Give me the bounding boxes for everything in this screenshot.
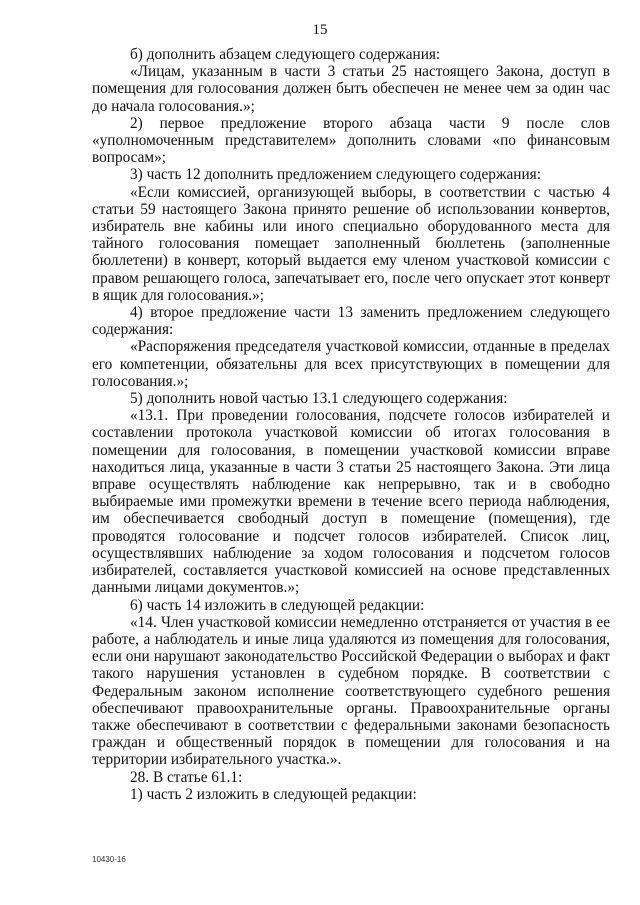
document-body: [92, 46, 610, 803]
paragraph: 28. В статье 61.1:: [130, 768, 243, 786]
paragraph: 5) дополнить новой частью 13.1 следующего содержания:: [130, 390, 508, 408]
paragraph: «Распоряжения председателя участковой комиссии, отданные в пределах его компетенции, обязательны для всех присутствующих в помещении для голосования.»;: [92, 338, 610, 390]
paragraph: 4) второе предложение части 13 заменить предложением следующего содержания:: [92, 304, 610, 339]
paragraph: б) дополнить абзацем следующего содержания:: [130, 46, 441, 63]
paragraph: «Если комиссией, организующей выборы, в соответствии с частью 4 статьи 59 настоящего Закона принято решение об использовании конвертов, избиратель вне кабины или иного специально оборудованного места для тайного голосования помещает заполненный бюллетень (заполненные бюллетени) в конверт, который выдается ему членом участковой комиссии с правом решающего голоса, запечатывает его, после чего опускает этот конверт в ящик для голосования.»;: [92, 183, 610, 304]
page-number: 15: [312, 22, 328, 38]
paragraph: 2) первое предложение второго абзаца части 9 после слов «уполномоченным представителем» дополнить словами «по финансовым вопросам»;: [92, 114, 610, 167]
paragraph: 3) часть 12 дополнить предложением следующего содержания:: [130, 166, 541, 184]
paragraph: «14. Член участковой комиссии немедленно отстраняется от участия в ее работе, а наблюдатель и иные лица удаляются из помещения для голосования, если они нарушают законодательство Российской Федерации о выборах и факт такого нарушения установлен в судебном порядке. В соответствии с Федеральным законом исполнение соответствующего судебного решения обеспечивают правоохранительные органы. Правоохранительные органы также обеспечивают в соответствии с федеральными законами безопасность граждан и общественный порядок в помещении для голосования и на территории избирательного участка.».: [92, 613, 610, 769]
paragraph: «13.1. При проведении голосования, подсчете голосов избирателей и составлении протокола участковой комиссии об итогах голосования в помещении для голосования, в помещении участковой комиссии вправе находиться лица, указанные в части 3 статьи 25 настоящего Закона. Эти лица вправе осуществлять наблюдение как непрерывно, так и в свободно выбираемые ими промежутки времени в течение всего периода наблюдения, им обеспечивается свободный доступ в помещение (помещения), где проводятся голосование и подсчет голосов избирателей. Список лиц, осуществлявших наблюдение за ходом голосования и подсчетом голосов избирателей, составляется участковой комиссией на основе представленных данными лицами документов.»;: [92, 407, 610, 597]
paragraph: 6) часть 14 изложить в следующей редакции:: [130, 596, 425, 614]
document-code: 10430-16: [92, 855, 126, 864]
paragraph: «Лицам, указанным в части 3 статьи 25 настоящего Закона, доступ в помещения для голосования должен быть обеспечен не менее чем за один час до начала голосования.»;: [92, 63, 610, 115]
paragraph: 1) часть 2 изложить в следующей редакции:: [130, 785, 417, 803]
